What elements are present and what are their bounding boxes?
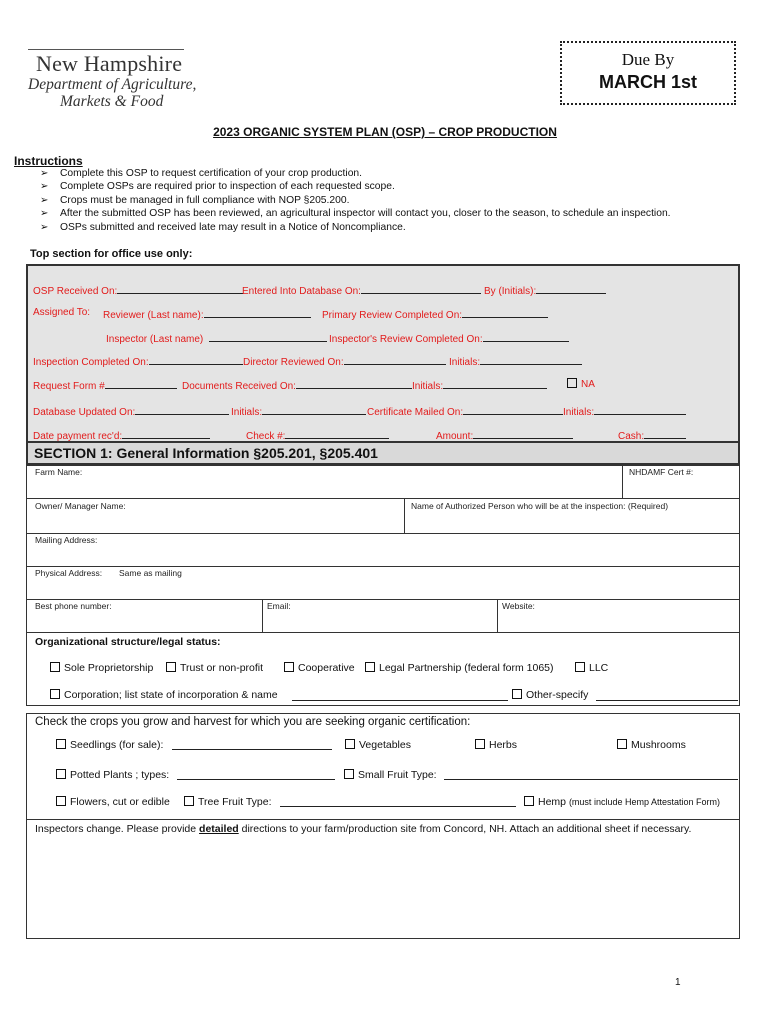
inspector-review-field[interactable]: Inspector's Review Completed On:: [329, 331, 569, 345]
initials-c-field[interactable]: Initials:: [231, 404, 366, 418]
crops-heading: Check the crops you grow and harvest for which you are seeking organic certification:: [35, 716, 471, 728]
due-date-box: [560, 41, 736, 105]
trust-checkbox[interactable]: Trust or non-profit: [166, 662, 263, 674]
hemp-checkbox[interactable]: Hemp (must include Hemp Attestation Form): [524, 796, 720, 808]
checkbox-icon: [50, 689, 60, 699]
checkbox-icon: [365, 662, 375, 672]
checkbox-icon: [166, 662, 176, 672]
other-specify-line[interactable]: [596, 700, 738, 701]
website-label: Website:: [502, 601, 535, 611]
check-number-field[interactable]: Check #:: [246, 428, 389, 442]
tree-fruit-checkbox[interactable]: Tree Fruit Type:: [184, 796, 272, 808]
request-form-field[interactable]: Request Form #: [33, 378, 177, 392]
other-specify-checkbox[interactable]: Other-specify: [512, 689, 588, 701]
mailing-address-row[interactable]: [26, 534, 740, 567]
directions-box[interactable]: [26, 820, 740, 939]
directions-detailed: detailed: [199, 823, 239, 835]
checkbox-icon: [475, 739, 485, 749]
seedlings-checkbox[interactable]: Seedlings (for sale):: [56, 739, 163, 751]
physical-address-label: Physical Address:: [35, 568, 103, 578]
office-use-heading: Top section for office use only:: [30, 248, 193, 260]
authorized-person-label: Name of Authorized Person who will be at the inspection: (Required): [411, 501, 669, 511]
hemp-note: (must include Hemp Attestation Form): [568, 797, 720, 807]
checkbox-icon: [56, 796, 66, 806]
owner-divider: [404, 499, 405, 534]
initials-a-field[interactable]: Initials:: [449, 354, 582, 368]
checkbox-icon: [344, 769, 354, 779]
mushrooms-checkbox[interactable]: Mushrooms: [617, 739, 686, 751]
inspector-field[interactable]: Inspector (Last name): [106, 331, 327, 345]
osp-received-field[interactable]: OSP Received On:: [33, 283, 243, 297]
logo-department: Department of Agriculture,: [28, 76, 197, 93]
inspection-completed-field[interactable]: Inspection Completed On:: [33, 354, 243, 368]
checkbox-icon: [617, 739, 627, 749]
primary-review-field[interactable]: Primary Review Completed On:: [322, 307, 548, 321]
na-checkbox[interactable]: NA: [567, 378, 595, 390]
tree-fruit-line[interactable]: [280, 806, 516, 807]
checkbox-icon: [56, 769, 66, 779]
database-updated-field[interactable]: Database Updated On:: [33, 404, 229, 418]
contact-divider-1: [262, 600, 263, 633]
certificate-mailed-field[interactable]: Certificate Mailed On:: [367, 404, 563, 418]
by-initials-field[interactable]: By (Initials):: [484, 283, 606, 297]
documents-received-field[interactable]: Documents Received On:: [182, 378, 412, 392]
instruction-item: ➢ OSPs submitted and received late may result in a Notice of Noncompliance.: [40, 221, 671, 234]
owner-manager-label: Owner/ Manager Name:: [35, 501, 126, 511]
mailing-address-label: Mailing Address:: [35, 535, 98, 545]
seedlings-line[interactable]: [172, 749, 332, 750]
same-as-mailing-label: Same as mailing: [119, 568, 182, 578]
contact-row: [26, 600, 740, 633]
org-structure-heading: Organizational structure/legal status:: [35, 636, 221, 648]
checkbox-icon: [184, 796, 194, 806]
reviewer-field[interactable]: Reviewer (Last name):: [103, 307, 311, 321]
section1-header: [26, 443, 740, 465]
assigned-to-label: Assigned To:: [33, 307, 91, 318]
potted-plants-line[interactable]: [177, 779, 335, 780]
checkbox-icon: [345, 739, 355, 749]
amount-field[interactable]: Amount:: [436, 428, 573, 442]
corporation-line[interactable]: [292, 700, 508, 701]
logo-state-name: New Hampshire: [36, 51, 183, 76]
cooperative-checkbox[interactable]: Cooperative: [284, 662, 355, 674]
instruction-item: ➢ Complete OSPs are required prior to inspection of each requested scope.: [40, 180, 671, 193]
flowers-checkbox[interactable]: Flowers, cut or edible: [56, 796, 170, 808]
potted-plants-checkbox[interactable]: Potted Plants ; types:: [56, 769, 169, 781]
corporation-checkbox[interactable]: Corporation; list state of incorporation & name: [50, 689, 278, 701]
instruction-item: ➢ After the submitted OSP has been reviewed, an agricultural inspector will contact you, closer to the season, to schedule an inspection.: [40, 207, 671, 220]
checkbox-icon: [50, 662, 60, 672]
instruction-item: ➢ Complete this OSP to request certification of your crop production.: [40, 167, 671, 180]
due-label: Due By: [621, 50, 675, 69]
checkbox-icon: [524, 796, 534, 806]
instructions-heading: Instructions: [14, 154, 83, 168]
director-reviewed-field[interactable]: Director Reviewed On:: [243, 354, 446, 368]
legal-partnership-checkbox[interactable]: Legal Partnership (federal form 1065): [365, 662, 554, 674]
contact-divider-2: [497, 600, 498, 633]
page-number: 1: [675, 977, 681, 988]
entered-db-field[interactable]: Entered Into Database On:: [242, 283, 481, 297]
small-fruit-checkbox[interactable]: Small Fruit Type:: [344, 769, 437, 781]
nhdamf-cert-label: NHDAMF Cert #:: [629, 467, 694, 477]
farm-name-label: Farm Name:: [35, 467, 83, 477]
checkbox-icon: [512, 689, 522, 699]
email-label: Email:: [267, 601, 291, 611]
vegetables-checkbox[interactable]: Vegetables: [345, 739, 411, 751]
checkbox-icon: [575, 662, 585, 672]
small-fruit-line[interactable]: [444, 779, 738, 780]
section1-title: SECTION 1: General Information §205.201, §205.401: [34, 445, 378, 461]
best-phone-label: Best phone number:: [35, 601, 112, 611]
initials-b-field[interactable]: Initials:: [412, 378, 547, 392]
instructions-list: [40, 167, 671, 234]
due-date: MARCH 1st: [598, 72, 697, 92]
herbs-checkbox[interactable]: Herbs: [475, 739, 517, 751]
checkbox-icon: [567, 378, 577, 388]
directions-text: Inspectors change. Please provide detailed directions to your farm/production site from Concord, NH. Attach an additional sheet if necessary.: [35, 823, 692, 835]
initials-d-field[interactable]: Initials:: [563, 404, 686, 418]
checkbox-icon: [56, 739, 66, 749]
date-payment-field[interactable]: Date payment rec'd:: [33, 428, 210, 442]
cash-field[interactable]: Cash:: [618, 428, 686, 442]
checkbox-icon: [284, 662, 294, 672]
sole-proprietorship-checkbox[interactable]: Sole Proprietorship: [50, 662, 153, 674]
instruction-item: ➢ Crops must be managed in full compliance with NOP §205.200.: [40, 194, 671, 207]
logo-rule: [28, 49, 184, 50]
llc-checkbox[interactable]: LLC: [575, 662, 608, 674]
logo-markets-food: Markets & Food: [60, 93, 164, 110]
document-title: 2023 ORGANIC SYSTEM PLAN (OSP) – CROP PRODUCTION: [213, 125, 557, 139]
